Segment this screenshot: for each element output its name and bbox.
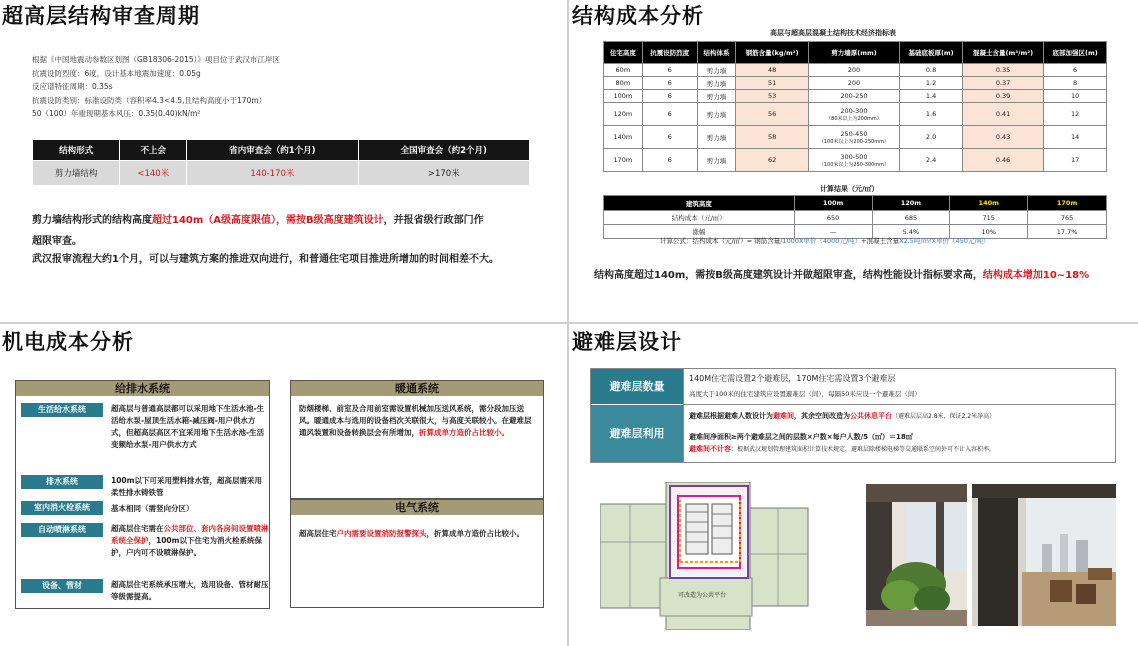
panel-title: 避难层设计 <box>572 330 682 354</box>
text: 钢筋含量 <box>754 237 781 245</box>
table-cell: 765 <box>1028 211 1107 225</box>
text: 超高层住宅需在 <box>111 524 164 533</box>
table-cell: 2.0 <box>900 126 963 149</box>
table-cell: 17.7% <box>1028 225 1107 239</box>
table-cell: 200 <box>808 77 899 90</box>
table-cell: 0.41 <box>962 103 1043 126</box>
info-line: 抗震设防类别：标准设防类（容积率4.3<4.5,且结构高度小于170m） <box>32 95 267 105</box>
highlight-text: 结构成本增加10~18% <box>982 270 1090 281</box>
table-header: 底部加强区(m) <box>1044 42 1107 64</box>
system-desc: 超高层住宅系统承压增大，选用设备、管材耐压等级需提高。 <box>111 580 269 601</box>
use-line: 避难间净面积≥两个避难层之间的层数×户数×每户人数/5（㎡）＝18㎡ <box>689 433 913 441</box>
system-label: 设备、管材 <box>21 579 103 593</box>
row-label: 避难层数量 <box>591 369 683 404</box>
electrical-desc <box>299 528 535 540</box>
table-cell: 0.46 <box>962 149 1043 172</box>
table-header: 100m <box>794 196 872 211</box>
wall-note: （100米以上为250-300mm） <box>818 161 890 168</box>
table-cell: 剪力墙 <box>697 149 736 172</box>
table-cell: 5.4% <box>872 225 950 239</box>
table-cell: 2.4 <box>900 149 963 172</box>
table-cell <box>808 149 899 172</box>
text: /1000X单价（4000元/吨） <box>780 237 862 245</box>
table-cell: 6 <box>642 64 697 77</box>
col-divider <box>683 369 684 462</box>
highlight-text: 避难间 <box>773 412 794 420</box>
table-cell: 685 <box>872 211 950 225</box>
paragraph-review-flow: 武汉报审流程大约1个月，可以与建筑方案的推进双向进行，和普通住宅项目推进所增加的时间相差不大。 <box>32 254 499 265</box>
table-header: 混凝土含量(m³/m²) <box>962 42 1043 64</box>
qty-line: 140M住宅需设置2个避难层，170M住宅需设置3个避难层 <box>689 374 896 383</box>
table-cell: 170m <box>604 149 643 172</box>
table-cell: 6 <box>642 77 697 90</box>
highlight-text: 超过140m（A级高度限值），需按B级高度建筑设计 <box>152 215 384 226</box>
table-cell: 1.6 <box>900 103 963 126</box>
table-cell: 10 <box>1044 90 1107 103</box>
structure-review-panel <box>0 0 566 320</box>
table-cell: 剪力墙 <box>697 126 736 149</box>
table-title: 高层与超高层混凝土结构技术经济指标表 <box>770 29 896 37</box>
table-cell: 140-170米 <box>187 161 358 186</box>
info-line: 根据《中国地震动参数区划图（GB18306-2015）》项目位于武汉市江岸区 <box>32 55 280 64</box>
row-label: 避难层利用 <box>591 405 683 462</box>
table-cell: 结构成本（元/㎡） <box>604 211 795 225</box>
table-cell: 0.37 <box>962 77 1043 90</box>
table-cell: 6 <box>642 149 697 172</box>
info-line: 抗震设防烈度：6度，设计基本地震加速度：0.05g <box>32 68 201 78</box>
calc-result-table <box>603 195 1107 239</box>
wall-thickness: 200-300 <box>840 106 868 115</box>
plan-caption: 可改造为公共平台 <box>678 592 727 599</box>
text: ，其余空间改造为 <box>794 412 850 420</box>
terrace-image <box>866 484 967 626</box>
text: ，并报省级行政部门作 <box>383 215 484 226</box>
text: +混凝土含量 <box>861 237 900 245</box>
water-system-box <box>15 380 270 609</box>
text: 防烟楼梯、前室及合用前室需设置机械加压送风系统，需分段加压送风。暖通成本与选用的设备档次关联很大，与高度关联较小。在避难层通风装置和设备转换层会有所增加， <box>299 404 532 437</box>
structure-cost-panel <box>570 0 1138 320</box>
text: 结构高度超过140m，需按B级高度建筑设计并做超限审查，结构性能设计指标要求高， <box>594 270 983 281</box>
wall-note: （100米以上为200-250mm） <box>818 138 890 145</box>
table-cell: 53 <box>736 90 808 103</box>
cost-formula <box>660 236 990 245</box>
table-cell: <140米 <box>120 161 187 186</box>
table-cell: 17 <box>1044 149 1107 172</box>
table-cell: 56 <box>736 103 808 126</box>
hvac-desc <box>299 403 535 439</box>
table-cell: 80m <box>604 77 643 90</box>
refuge-lounge-photo <box>972 484 1116 626</box>
highlight-text: 公共休息平台 <box>850 412 892 420</box>
text: 避难层根据避难人数设计为 <box>689 412 773 420</box>
table-cell: 涨幅 <box>604 225 795 239</box>
use-line <box>689 411 995 421</box>
table-cell: 剪力墙 <box>697 64 736 77</box>
paragraph-height-limit-cont: 超限审查。 <box>32 236 82 247</box>
table-header: 全国审查会（约2个月) <box>358 140 529 161</box>
lounge-image <box>972 484 1116 626</box>
text: 剪力墙结构形式的结构高度 <box>32 215 152 226</box>
table-cell: 0.35 <box>962 64 1043 77</box>
table-header: 抗震设防烈度 <box>642 42 697 64</box>
row-divider <box>683 404 1115 405</box>
box-header: 给排水系统 <box>16 381 269 396</box>
box-header: 电气系统 <box>291 500 543 515</box>
table-cell <box>808 103 899 126</box>
panel-title: 结构成本分析 <box>572 4 704 28</box>
table-header: 不上会 <box>120 140 187 161</box>
table-header: 170m <box>1028 196 1107 211</box>
horizontal-divider <box>0 322 1138 324</box>
table-cell: 200-250 <box>808 90 899 103</box>
table-cell: 剪力墙结构 <box>33 161 120 186</box>
refuge-floor-table <box>590 368 1116 463</box>
table-cell: 剪力墙 <box>697 90 736 103</box>
table-cell: 715 <box>950 211 1028 225</box>
system-label: 自动喷淋系统 <box>21 523 103 537</box>
refuge-floor-plan <box>600 482 810 630</box>
table-cell: 6 <box>642 126 697 149</box>
wall-thickness: 300-500 <box>840 152 868 161</box>
refuge-terrace-photo <box>866 484 967 626</box>
table-cell: 6 <box>642 90 697 103</box>
table-cell: 1.4 <box>900 90 963 103</box>
panel-title: 机电成本分析 <box>2 330 134 354</box>
table-cell: 1.2 <box>900 77 963 90</box>
table-cell: >170米 <box>358 161 529 186</box>
qty-line: 高度大于100米的住宅建筑应设置避难层（间），每隔50米应设一个避难层（间） <box>689 390 921 398</box>
highlight-text: 公共部位、套内各房间设置喷淋系统全保护 <box>111 524 269 545</box>
system-desc: 100m以下可采用塑料排水管，超高层需采用柔性排水铸铁管 <box>111 476 262 497</box>
table-cell: 140m <box>604 126 643 149</box>
table-cell: 58 <box>736 126 808 149</box>
info-line: 50（100）年重现期基本风压：0.35(0.40)kN/m² <box>32 109 201 118</box>
system-label: 排水系统 <box>21 475 103 489</box>
table-header: 结构体系 <box>697 42 736 64</box>
system-label: 室内消火栓系统 <box>21 501 103 515</box>
table-header: 建筑高度 <box>604 196 795 211</box>
highlight-text: 折算成单方造价占比较小。 <box>419 428 509 437</box>
table-header: 剪力墙厚(mm) <box>808 42 899 64</box>
table-cell: 120m <box>604 103 643 126</box>
wall-thickness: 250-450 <box>840 129 868 138</box>
highlight-text: 户内需要设置消防报警探头 <box>336 529 427 538</box>
text: X2.5吨/m³X单价（450元/吨） <box>899 237 990 245</box>
table-cell: 51 <box>736 77 808 90</box>
table-header: 钢筋含量(kg/m²) <box>736 42 808 64</box>
text: ，折算成单方造价占比较小。 <box>426 529 524 538</box>
highlight-text: 避难间不计容 <box>689 445 731 453</box>
wall-note: （80米以上为200mm） <box>826 115 882 122</box>
refuge-floor-panel <box>570 326 1138 646</box>
electrical-system-box <box>290 499 544 608</box>
table-header: 结构形式 <box>33 140 120 161</box>
system-label: 生活给水系统 <box>21 403 103 417</box>
use-line <box>689 444 995 454</box>
review-period-table <box>32 139 530 186</box>
table-cell: 剪力墙 <box>697 103 736 126</box>
technical-index-table <box>603 41 1107 172</box>
structure-cost-conclusion <box>594 266 1089 281</box>
table-cell: 48 <box>736 64 808 77</box>
table-cell: 剪力墙 <box>697 77 736 90</box>
table-cell: 0.8 <box>900 64 963 77</box>
box-header: 暖通系统 <box>291 381 543 396</box>
text: （避难层层高2.8米，保证2.2米净高） <box>892 413 996 420</box>
calc-title: 计算结果（元/㎡） <box>820 185 879 193</box>
system-desc <box>111 523 269 559</box>
table-cell: 60m <box>604 64 643 77</box>
table-cell: 650 <box>794 211 872 225</box>
table-cell: 12 <box>1044 103 1107 126</box>
paragraph-height-limit <box>32 212 484 230</box>
floor-plan-drawing <box>600 482 810 630</box>
table-cell: 62 <box>736 149 808 172</box>
table-cell: 0.39 <box>962 90 1043 103</box>
table-cell: — <box>794 225 872 239</box>
table-cell: 10% <box>950 225 1028 239</box>
text: ，100m以下住宅为消火栓系统保护，户内可不设喷淋保护。 <box>111 536 262 557</box>
table-header: 基础底板厚(m) <box>900 42 963 64</box>
seismic-info <box>32 53 280 121</box>
table-header: 省内审查会（约1个月) <box>187 140 358 161</box>
table-header: 140m <box>950 196 1028 211</box>
info-line: 反应谱特征周期：0.35s <box>32 82 113 91</box>
table-cell: 6 <box>1044 64 1107 77</box>
table-cell: 100m <box>604 90 643 103</box>
text: ：根据武汉规划管理建筑面积计算技术规定，避难层除楼梯电梯等交通联系空间外可不计入容积率。 <box>731 446 996 453</box>
text: 超高层住宅 <box>299 529 337 538</box>
mep-cost-panel <box>0 326 566 646</box>
table-cell: 0.43 <box>962 126 1043 149</box>
table-header: 住宅高度 <box>604 42 643 64</box>
table-cell: 8 <box>1044 77 1107 90</box>
panel-title: 超高层结构审查周期 <box>2 4 200 28</box>
system-desc: 基本相同（需竖向分区） <box>111 504 194 513</box>
table-cell <box>808 126 899 149</box>
system-desc: 超高层与普通高层都可以采用地下生活水池-生活给水泵-屋顶生活水箱-减压阀-用户供水方式，但超高层高区不宜采用地下生活水池-生活变频给水泵-用户供水方式 <box>111 404 265 449</box>
table-cell: 6 <box>642 103 697 126</box>
table-cell: 14 <box>1044 126 1107 149</box>
hvac-system-box <box>290 380 544 499</box>
text: 计算公式：结构成本（元/㎡）= <box>660 237 753 245</box>
table-header: 120m <box>872 196 950 211</box>
table-cell: 200 <box>808 64 899 77</box>
